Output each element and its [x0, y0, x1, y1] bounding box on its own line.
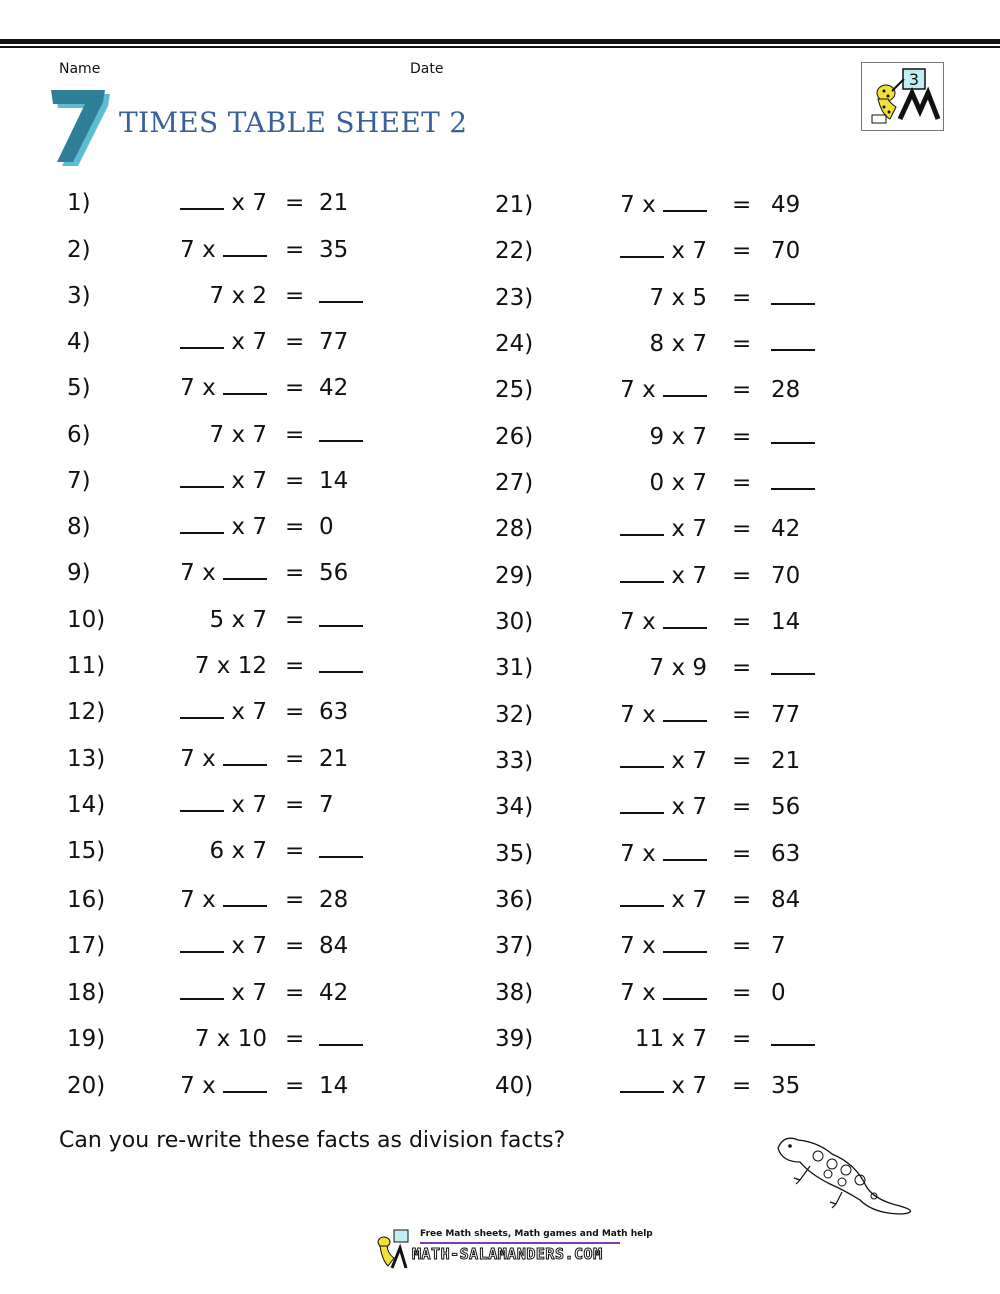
- problem-number: 34): [495, 794, 534, 820]
- problem-number: 5): [67, 375, 91, 401]
- equals-sign: =: [732, 887, 752, 913]
- answer-blank[interactable]: [180, 325, 224, 349]
- answer-blank[interactable]: [663, 976, 707, 1000]
- problem-row: [67, 880, 367, 920]
- problem-expression: x 7: [180, 322, 267, 362]
- problem-row: [67, 507, 367, 547]
- division-question: Can you re-write these facts as division facts?: [59, 1128, 566, 1153]
- answer-blank[interactable]: [663, 605, 707, 629]
- problem-number: 37): [495, 933, 534, 959]
- answer-blank[interactable]: [180, 464, 224, 488]
- equals-sign: =: [285, 514, 305, 540]
- problem-number: 36): [495, 887, 534, 913]
- problem-answer[interactable]: [771, 278, 815, 318]
- equals-sign: =: [732, 841, 752, 867]
- problem-expression: x 7: [620, 1066, 707, 1106]
- problem-number: 29): [495, 563, 534, 589]
- answer-blank[interactable]: [620, 883, 664, 907]
- equals-sign: =: [732, 377, 752, 403]
- problem-answer[interactable]: 42: [319, 980, 349, 1006]
- answer-blank[interactable]: [223, 556, 267, 580]
- equals-sign: =: [285, 607, 305, 633]
- problem-expression: 6 x 7: [209, 838, 267, 864]
- problem-row: [495, 695, 825, 735]
- problem-row: [495, 185, 825, 225]
- equals-sign: =: [285, 838, 305, 864]
- answer-blank[interactable]: [319, 834, 363, 858]
- problem-number: 2): [67, 237, 91, 263]
- answer-blank[interactable]: [223, 883, 267, 907]
- problem-expression: 7 x: [180, 739, 267, 779]
- answer-blank[interactable]: [180, 929, 224, 953]
- salamander-icon: [770, 1128, 920, 1223]
- problem-expression: x 7: [180, 692, 267, 732]
- problem-number: 3): [67, 283, 91, 309]
- problem-answer[interactable]: 14: [319, 1073, 349, 1099]
- problem-answer[interactable]: 21: [771, 748, 801, 774]
- equals-sign: =: [732, 1073, 752, 1099]
- answer-blank[interactable]: [180, 510, 224, 534]
- problem-row: [495, 648, 825, 688]
- problem-row: [495, 509, 825, 549]
- equals-sign: =: [732, 470, 752, 496]
- problem-number: 30): [495, 609, 534, 635]
- equals-sign: =: [285, 468, 305, 494]
- problem-row: [495, 463, 825, 503]
- equals-sign: =: [732, 238, 752, 264]
- answer-blank[interactable]: [180, 788, 224, 812]
- problem-expression: 11 x 7: [634, 1026, 707, 1052]
- answer-blank[interactable]: [223, 233, 267, 257]
- equals-sign: =: [285, 887, 305, 913]
- problem-expression: 7 x 10: [194, 1026, 267, 1052]
- equals-sign: =: [732, 192, 752, 218]
- problem-answer[interactable]: 77: [771, 702, 801, 728]
- problem-row: [67, 276, 367, 316]
- problem-row: [495, 231, 825, 271]
- problem-expression: 7 x: [620, 834, 707, 874]
- salamander-teacher-icon: [862, 63, 943, 130]
- answer-blank[interactable]: [620, 1069, 664, 1093]
- answer-blank[interactable]: [663, 837, 707, 861]
- problem-answer[interactable]: 70: [771, 563, 801, 589]
- answer-blank[interactable]: [180, 186, 224, 210]
- equals-sign: =: [285, 980, 305, 1006]
- problem-row: [495, 278, 825, 318]
- problem-row: [67, 183, 367, 223]
- problem-row: [67, 646, 367, 686]
- problem-answer[interactable]: [771, 463, 815, 503]
- answer-blank[interactable]: [771, 420, 815, 444]
- grade-logo: [861, 62, 944, 131]
- problem-expression: x 7: [180, 785, 267, 825]
- problem-expression: 7 x: [620, 602, 707, 642]
- equals-sign: =: [732, 1026, 752, 1052]
- problem-row: [495, 556, 825, 596]
- footer-divider: [420, 1242, 620, 1244]
- problem-number: 15): [67, 838, 106, 864]
- problem-expression: 7 x: [180, 880, 267, 920]
- date-label: Date: [410, 61, 444, 77]
- equals-sign: =: [285, 283, 305, 309]
- problem-row: [67, 322, 367, 362]
- answer-blank[interactable]: [771, 651, 815, 675]
- problem-answer[interactable]: 0: [771, 980, 786, 1006]
- problem-number: 6): [67, 422, 91, 448]
- problem-expression: x 7: [180, 183, 267, 223]
- problem-answer[interactable]: [319, 646, 363, 686]
- problem-row: [495, 417, 825, 457]
- footer-tagline: Free Math sheets, Math games and Math help: [420, 1229, 653, 1239]
- grade-number: 3: [908, 70, 920, 89]
- problem-number: 7): [67, 468, 91, 494]
- equals-sign: =: [732, 516, 752, 542]
- answer-blank[interactable]: [319, 603, 363, 627]
- problem-expression: 7 x 2: [209, 283, 267, 309]
- problem-row: [67, 692, 367, 732]
- problem-expression: 8 x 7: [649, 331, 707, 357]
- problem-row: [67, 461, 367, 501]
- problem-expression: 7 x: [180, 368, 267, 408]
- problem-row: [67, 739, 367, 779]
- problem-answer[interactable]: 56: [319, 560, 349, 586]
- problem-expression: 7 x 7: [209, 422, 267, 448]
- problem-number: 23): [495, 285, 534, 311]
- problem-number: 11): [67, 653, 106, 679]
- problem-number: 24): [495, 331, 534, 357]
- problem-number: 16): [67, 887, 106, 913]
- problem-row: [67, 415, 367, 455]
- problem-number: 40): [495, 1073, 534, 1099]
- problem-row: [495, 1019, 825, 1059]
- equals-sign: =: [732, 933, 752, 959]
- problem-expression: x 7: [620, 880, 707, 920]
- answer-blank[interactable]: [319, 649, 363, 673]
- problem-answer[interactable]: [319, 600, 363, 640]
- problem-row: [495, 602, 825, 642]
- answer-blank[interactable]: [771, 281, 815, 305]
- problem-number: 22): [495, 238, 534, 264]
- problem-answer[interactable]: 14: [319, 468, 349, 494]
- footer-brand: [372, 1228, 653, 1270]
- problem-answer[interactable]: [771, 1019, 815, 1059]
- equals-sign: =: [732, 702, 752, 728]
- problem-row: [67, 926, 367, 966]
- answer-blank[interactable]: [223, 371, 267, 395]
- answer-blank[interactable]: [620, 512, 664, 536]
- answer-blank[interactable]: [223, 1069, 267, 1093]
- problem-answer[interactable]: 21: [319, 190, 349, 216]
- equals-sign: =: [285, 699, 305, 725]
- problem-expression: 5 x 7: [209, 607, 267, 633]
- problem-expression: 7 x: [180, 1066, 267, 1106]
- problem-number: 26): [495, 424, 534, 450]
- problem-answer[interactable]: 63: [771, 841, 801, 867]
- problem-answer[interactable]: [319, 1019, 363, 1059]
- problem-row: [495, 370, 825, 410]
- equals-sign: =: [285, 933, 305, 959]
- problem-row: [495, 1066, 825, 1106]
- problem-number: 17): [67, 933, 106, 959]
- problem-number: 38): [495, 980, 534, 1006]
- problem-number: 20): [67, 1073, 106, 1099]
- problem-expression: 7 x: [620, 695, 707, 735]
- equals-sign: =: [285, 746, 305, 772]
- problem-number: 31): [495, 655, 534, 681]
- brand-logo-icon: [372, 1228, 412, 1270]
- answer-blank[interactable]: [663, 373, 707, 397]
- problem-number: 28): [495, 516, 534, 542]
- problem-expression: x 7: [620, 231, 707, 271]
- problem-row: [67, 973, 367, 1013]
- equals-sign: =: [732, 794, 752, 820]
- answer-blank[interactable]: [223, 742, 267, 766]
- problem-expression: 7 x: [620, 926, 707, 966]
- answer-blank[interactable]: [620, 234, 664, 258]
- equals-sign: =: [285, 190, 305, 216]
- problem-answer[interactable]: [771, 417, 815, 457]
- top-rule-thick: [0, 39, 1000, 44]
- problem-expression: 7 x: [180, 553, 267, 593]
- problem-row: [67, 1066, 367, 1106]
- problem-answer[interactable]: [319, 276, 363, 316]
- problem-answer[interactable]: 84: [319, 933, 349, 959]
- answer-blank[interactable]: [663, 929, 707, 953]
- problem-answer[interactable]: [771, 648, 815, 688]
- problem-answer[interactable]: 84: [771, 887, 801, 913]
- problem-number: 9): [67, 560, 91, 586]
- problem-expression: x 7: [180, 507, 267, 547]
- equals-sign: =: [285, 422, 305, 448]
- problem-expression: 7 x: [180, 230, 267, 270]
- problem-answer[interactable]: [319, 831, 363, 871]
- problem-expression: x 7: [620, 509, 707, 549]
- problem-row: [67, 230, 367, 270]
- problem-expression: x 7: [620, 556, 707, 596]
- problem-answer[interactable]: 77: [319, 329, 349, 355]
- problem-answer[interactable]: 42: [771, 516, 801, 542]
- problem-answer[interactable]: 56: [771, 794, 801, 820]
- problem-expression: x 7: [180, 461, 267, 501]
- problem-expression: x 7: [180, 926, 267, 966]
- problem-number: 27): [495, 470, 534, 496]
- answer-blank[interactable]: [663, 698, 707, 722]
- problem-answer[interactable]: 28: [771, 377, 801, 403]
- problem-number: 33): [495, 748, 534, 774]
- problem-answer[interactable]: 49: [771, 192, 801, 218]
- equals-sign: =: [285, 792, 305, 818]
- equals-sign: =: [285, 375, 305, 401]
- seven-logo-icon: [48, 88, 112, 168]
- equals-sign: =: [732, 285, 752, 311]
- top-rule-thin: [0, 46, 1000, 48]
- equals-sign: =: [732, 331, 752, 357]
- problem-answer[interactable]: 7: [319, 792, 334, 818]
- problem-number: 35): [495, 841, 534, 867]
- equals-sign: =: [732, 609, 752, 635]
- equals-sign: =: [285, 329, 305, 355]
- equals-sign: =: [285, 1073, 305, 1099]
- problem-row: [495, 741, 825, 781]
- problem-row: [495, 880, 825, 920]
- name-label: Name: [59, 61, 101, 77]
- problem-expression: x 7: [180, 973, 267, 1013]
- problem-answer[interactable]: [319, 415, 363, 455]
- equals-sign: =: [732, 748, 752, 774]
- answer-blank[interactable]: [620, 744, 664, 768]
- problem-expression: 9 x 7: [649, 424, 707, 450]
- problem-answer[interactable]: [771, 324, 815, 364]
- equals-sign: =: [285, 560, 305, 586]
- problem-expression: 7 x: [620, 973, 707, 1013]
- problem-expression: 7 x 9: [649, 655, 707, 681]
- problem-answer[interactable]: 28: [319, 887, 349, 913]
- answer-blank[interactable]: [663, 188, 707, 212]
- equals-sign: =: [732, 424, 752, 450]
- problem-number: 12): [67, 699, 106, 725]
- answer-blank[interactable]: [620, 559, 664, 583]
- problem-number: 18): [67, 980, 106, 1006]
- problem-answer[interactable]: 70: [771, 238, 801, 264]
- answer-blank[interactable]: [620, 790, 664, 814]
- problem-number: 13): [67, 746, 106, 772]
- equals-sign: =: [285, 1026, 305, 1052]
- problem-row: [495, 787, 825, 827]
- problem-number: 19): [67, 1026, 106, 1052]
- problem-expression: 7 x: [620, 370, 707, 410]
- problem-row: [495, 324, 825, 364]
- problem-answer[interactable]: 35: [319, 237, 349, 263]
- problem-expression: x 7: [620, 787, 707, 827]
- problem-row: [495, 973, 825, 1013]
- problem-number: 21): [495, 192, 534, 218]
- footer-site-link[interactable]: MATH-SALAMANDERS.COM: [412, 1245, 603, 1263]
- equals-sign: =: [732, 655, 752, 681]
- equals-sign: =: [732, 980, 752, 1006]
- problem-answer[interactable]: 63: [319, 699, 349, 725]
- page-title: TIMES TABLE SHEET 2: [119, 106, 468, 139]
- problem-answer[interactable]: 21: [319, 746, 349, 772]
- problem-number: 8): [67, 514, 91, 540]
- problem-number: 39): [495, 1026, 534, 1052]
- equals-sign: =: [285, 653, 305, 679]
- problem-expression: 7 x 5: [649, 285, 707, 311]
- problem-expression: 7 x: [620, 185, 707, 225]
- problem-row: [67, 831, 367, 871]
- problem-expression: 0 x 7: [649, 470, 707, 496]
- problem-number: 1): [67, 190, 91, 216]
- problem-row: [495, 834, 825, 874]
- problem-row: [67, 785, 367, 825]
- problem-number: 32): [495, 702, 534, 728]
- problem-answer[interactable]: 0: [319, 514, 334, 540]
- answer-blank[interactable]: [771, 327, 815, 351]
- problem-number: 14): [67, 792, 106, 818]
- equals-sign: =: [732, 563, 752, 589]
- problem-answer[interactable]: 7: [771, 933, 786, 959]
- problem-row: [67, 1019, 367, 1059]
- problem-answer[interactable]: 14: [771, 609, 801, 635]
- problem-expression: x 7: [620, 741, 707, 781]
- problem-answer[interactable]: 35: [771, 1073, 801, 1099]
- equals-sign: =: [285, 237, 305, 263]
- answer-blank[interactable]: [180, 695, 224, 719]
- answer-blank[interactable]: [319, 279, 363, 303]
- answer-blank[interactable]: [771, 466, 815, 490]
- problem-expression: 7 x 12: [194, 653, 267, 679]
- problem-number: 4): [67, 329, 91, 355]
- answer-blank[interactable]: [180, 976, 224, 1000]
- problem-row: [495, 926, 825, 966]
- problem-row: [67, 553, 367, 593]
- problem-number: 25): [495, 377, 534, 403]
- problem-row: [67, 368, 367, 408]
- answer-blank[interactable]: [771, 1022, 815, 1046]
- problem-row: [67, 600, 367, 640]
- answer-blank[interactable]: [319, 418, 363, 442]
- problem-answer[interactable]: 42: [319, 375, 349, 401]
- answer-blank[interactable]: [319, 1022, 363, 1046]
- problem-number: 10): [67, 607, 106, 633]
